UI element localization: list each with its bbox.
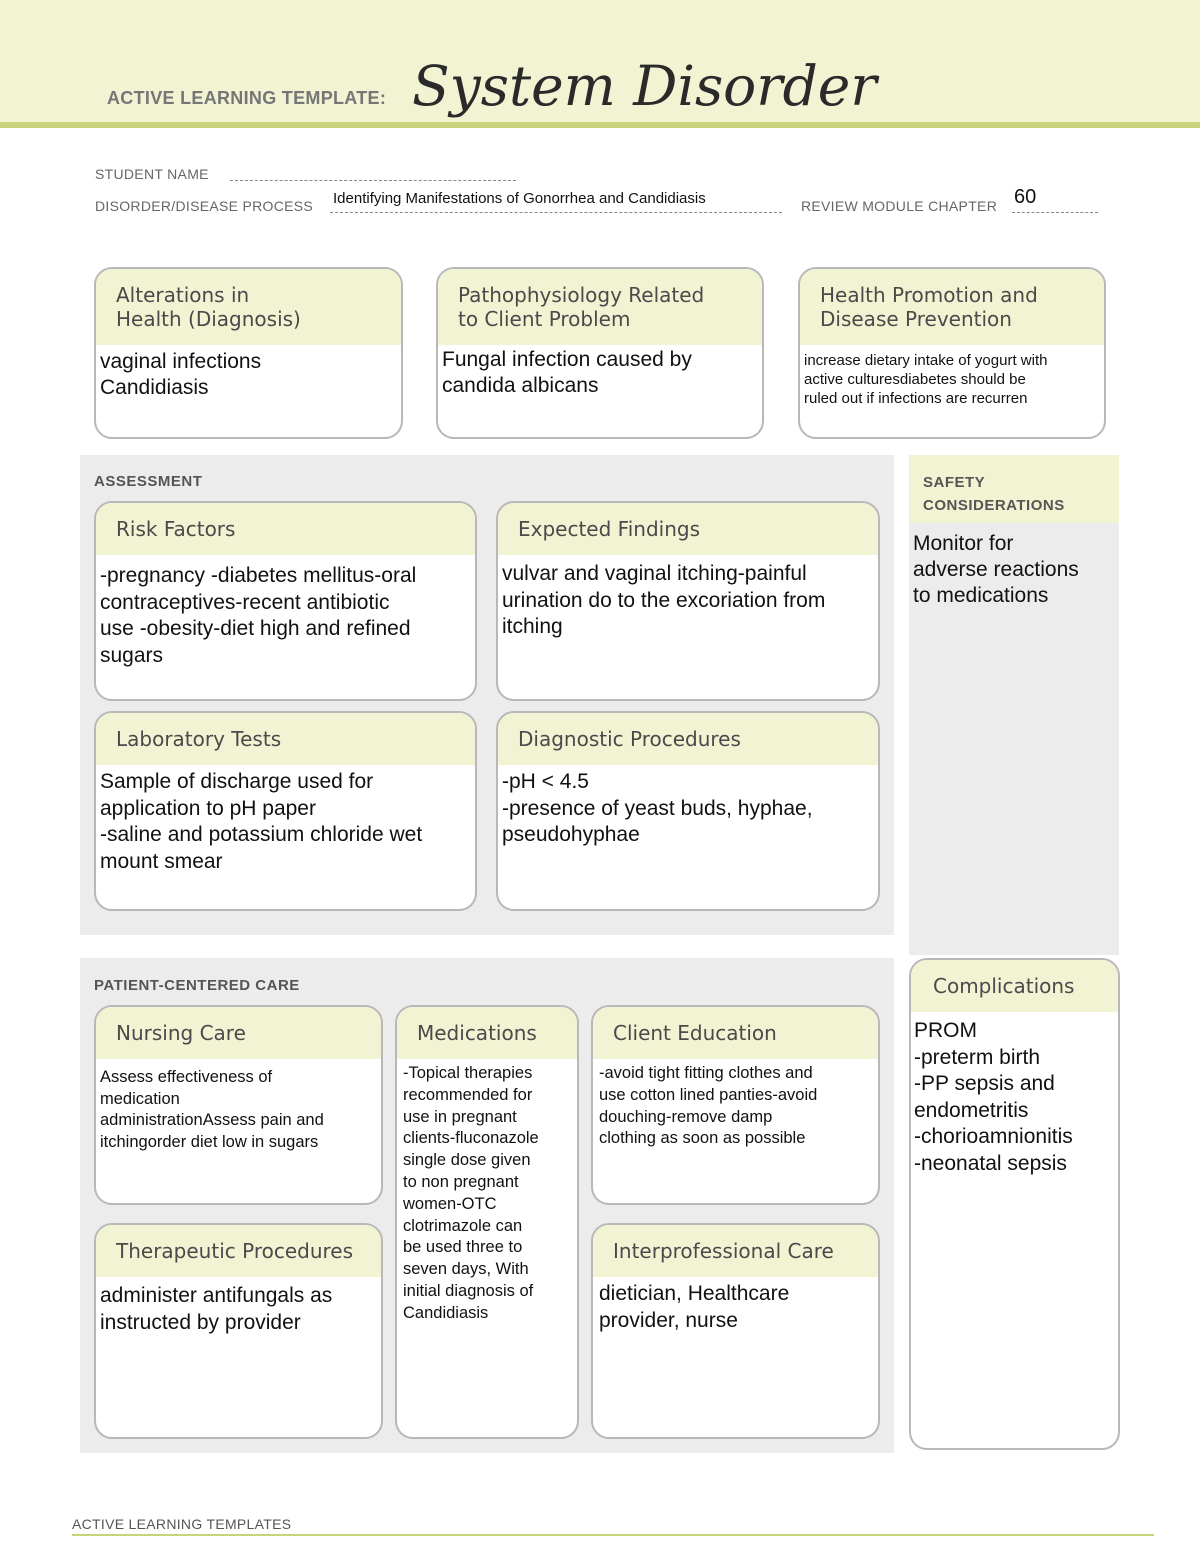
chapter-field[interactable]: 60 [1014,186,1037,208]
laboratory-tests-box [94,711,477,911]
client-education-title: Client Education [593,1007,878,1059]
student-name-label: STUDENT NAME [95,166,209,182]
risk-factors-title: Risk Factors [96,503,475,555]
student-name-line [230,180,516,181]
expected-findings-body[interactable]: vulvar and vaginal itching-painful urination do to the excoriation from itching [502,562,826,638]
diagnostic-procedures-body[interactable]: -pH < 4.5 -presence of yeast buds, hyphae, pseudohyphae [502,770,813,846]
complications-body[interactable]: PROM -preterm birth -PP sepsis and endometritis -chorioamnionitis -neonatal sepsis [914,1019,1073,1175]
alterations-body[interactable]: vaginal infections Candidiasis [100,350,262,399]
therapeutic-procedures-title: Therapeutic Procedures [96,1225,381,1277]
disorder-line [330,212,782,213]
laboratory-tests-body[interactable]: Sample of discharge used for application to pH paper -saline and potassium chloride wet mount smear [100,770,423,873]
safety-body[interactable]: Monitor for adverse reactions to medications [913,532,1079,607]
expected-findings-box [496,501,880,701]
assessment-title: ASSESSMENT [94,473,203,490]
header-rule [0,122,1200,128]
chapter-line [1012,212,1098,213]
disorder-label: DISORDER/DISEASE PROCESS [95,198,314,214]
template-label: ACTIVE LEARNING TEMPLATE: [107,88,387,108]
nursing-care-title: Nursing Care [96,1007,381,1059]
medications-title: Medications [397,1007,577,1059]
patient-care-title: PATIENT-CENTERED CARE [94,977,300,994]
interprofessional-care-box [591,1223,880,1439]
interprofessional-care-title: Interprofessional Care [593,1225,878,1277]
footer-rule [72,1534,1154,1536]
safety-panel [909,455,1119,955]
therapeutic-procedures-body[interactable]: administer antifungals as instructed by provider [100,1284,333,1334]
health-promotion-body[interactable]: increase dietary intake of yogurt with active culturesdiabetes should be ruled out if infections are recurren [804,352,1048,407]
nursing-care-box [94,1005,383,1205]
therapeutic-procedures-box [94,1223,383,1439]
page-title: System Disorder [412,54,877,118]
disorder-field[interactable]: Identifying Manifestations of Gonorrhea and Candidiasis [333,190,706,207]
health-promotion-title: Health Promotion and Disease Prevention [800,269,1104,345]
risk-factors-body[interactable]: -pregnancy -diabetes mellitus-oral contraceptives-recent antibiotic use -obesity-diet high and refined sugars [100,564,417,667]
safety-title: SAFETY CONSIDERATIONS [923,474,1065,514]
footer-label: ACTIVE LEARNING TEMPLATES [72,1516,292,1532]
laboratory-tests-title: Laboratory Tests [96,713,475,765]
pathophysiology-box [436,267,764,439]
health-promotion-box [798,267,1106,439]
diagnostic-procedures-box [496,711,880,911]
client-education-body[interactable]: -avoid tight fitting clothes and use cotton lined panties-avoid douching-remove damp clothing as soon as possible [599,1064,818,1148]
nursing-care-body[interactable]: Assess effectiveness of medication administrationAssess pain and itchingorder diet low in sugars [100,1068,324,1151]
pathophysiology-title: Pathophysiology Related to Client Problem [438,269,762,345]
diagnostic-procedures-title: Diagnostic Procedures [498,713,878,765]
complications-box [909,958,1120,1450]
interprofessional-care-body[interactable]: dietician, Healthcare provider, nurse [599,1282,790,1332]
medications-box [395,1005,579,1439]
complications-title: Complications [911,960,1118,1012]
risk-factors-box [94,501,477,701]
expected-findings-title: Expected Findings [498,503,878,555]
chapter-label: REVIEW MODULE CHAPTER [801,198,998,214]
alterations-title: Alterations in Health (Diagnosis) [96,269,401,345]
client-education-box [591,1005,880,1205]
alterations-box [94,267,403,439]
medications-body[interactable]: -Topical therapies recommended for use in pregnant clients-fluconazole single dose given to non pregnant women-OTC clotrimazole can be used three to seven days, With initial diagnosis of Candidiasis [403,1064,539,1322]
pathophysiology-body[interactable]: Fungal infection caused by candida albicans [442,348,692,397]
